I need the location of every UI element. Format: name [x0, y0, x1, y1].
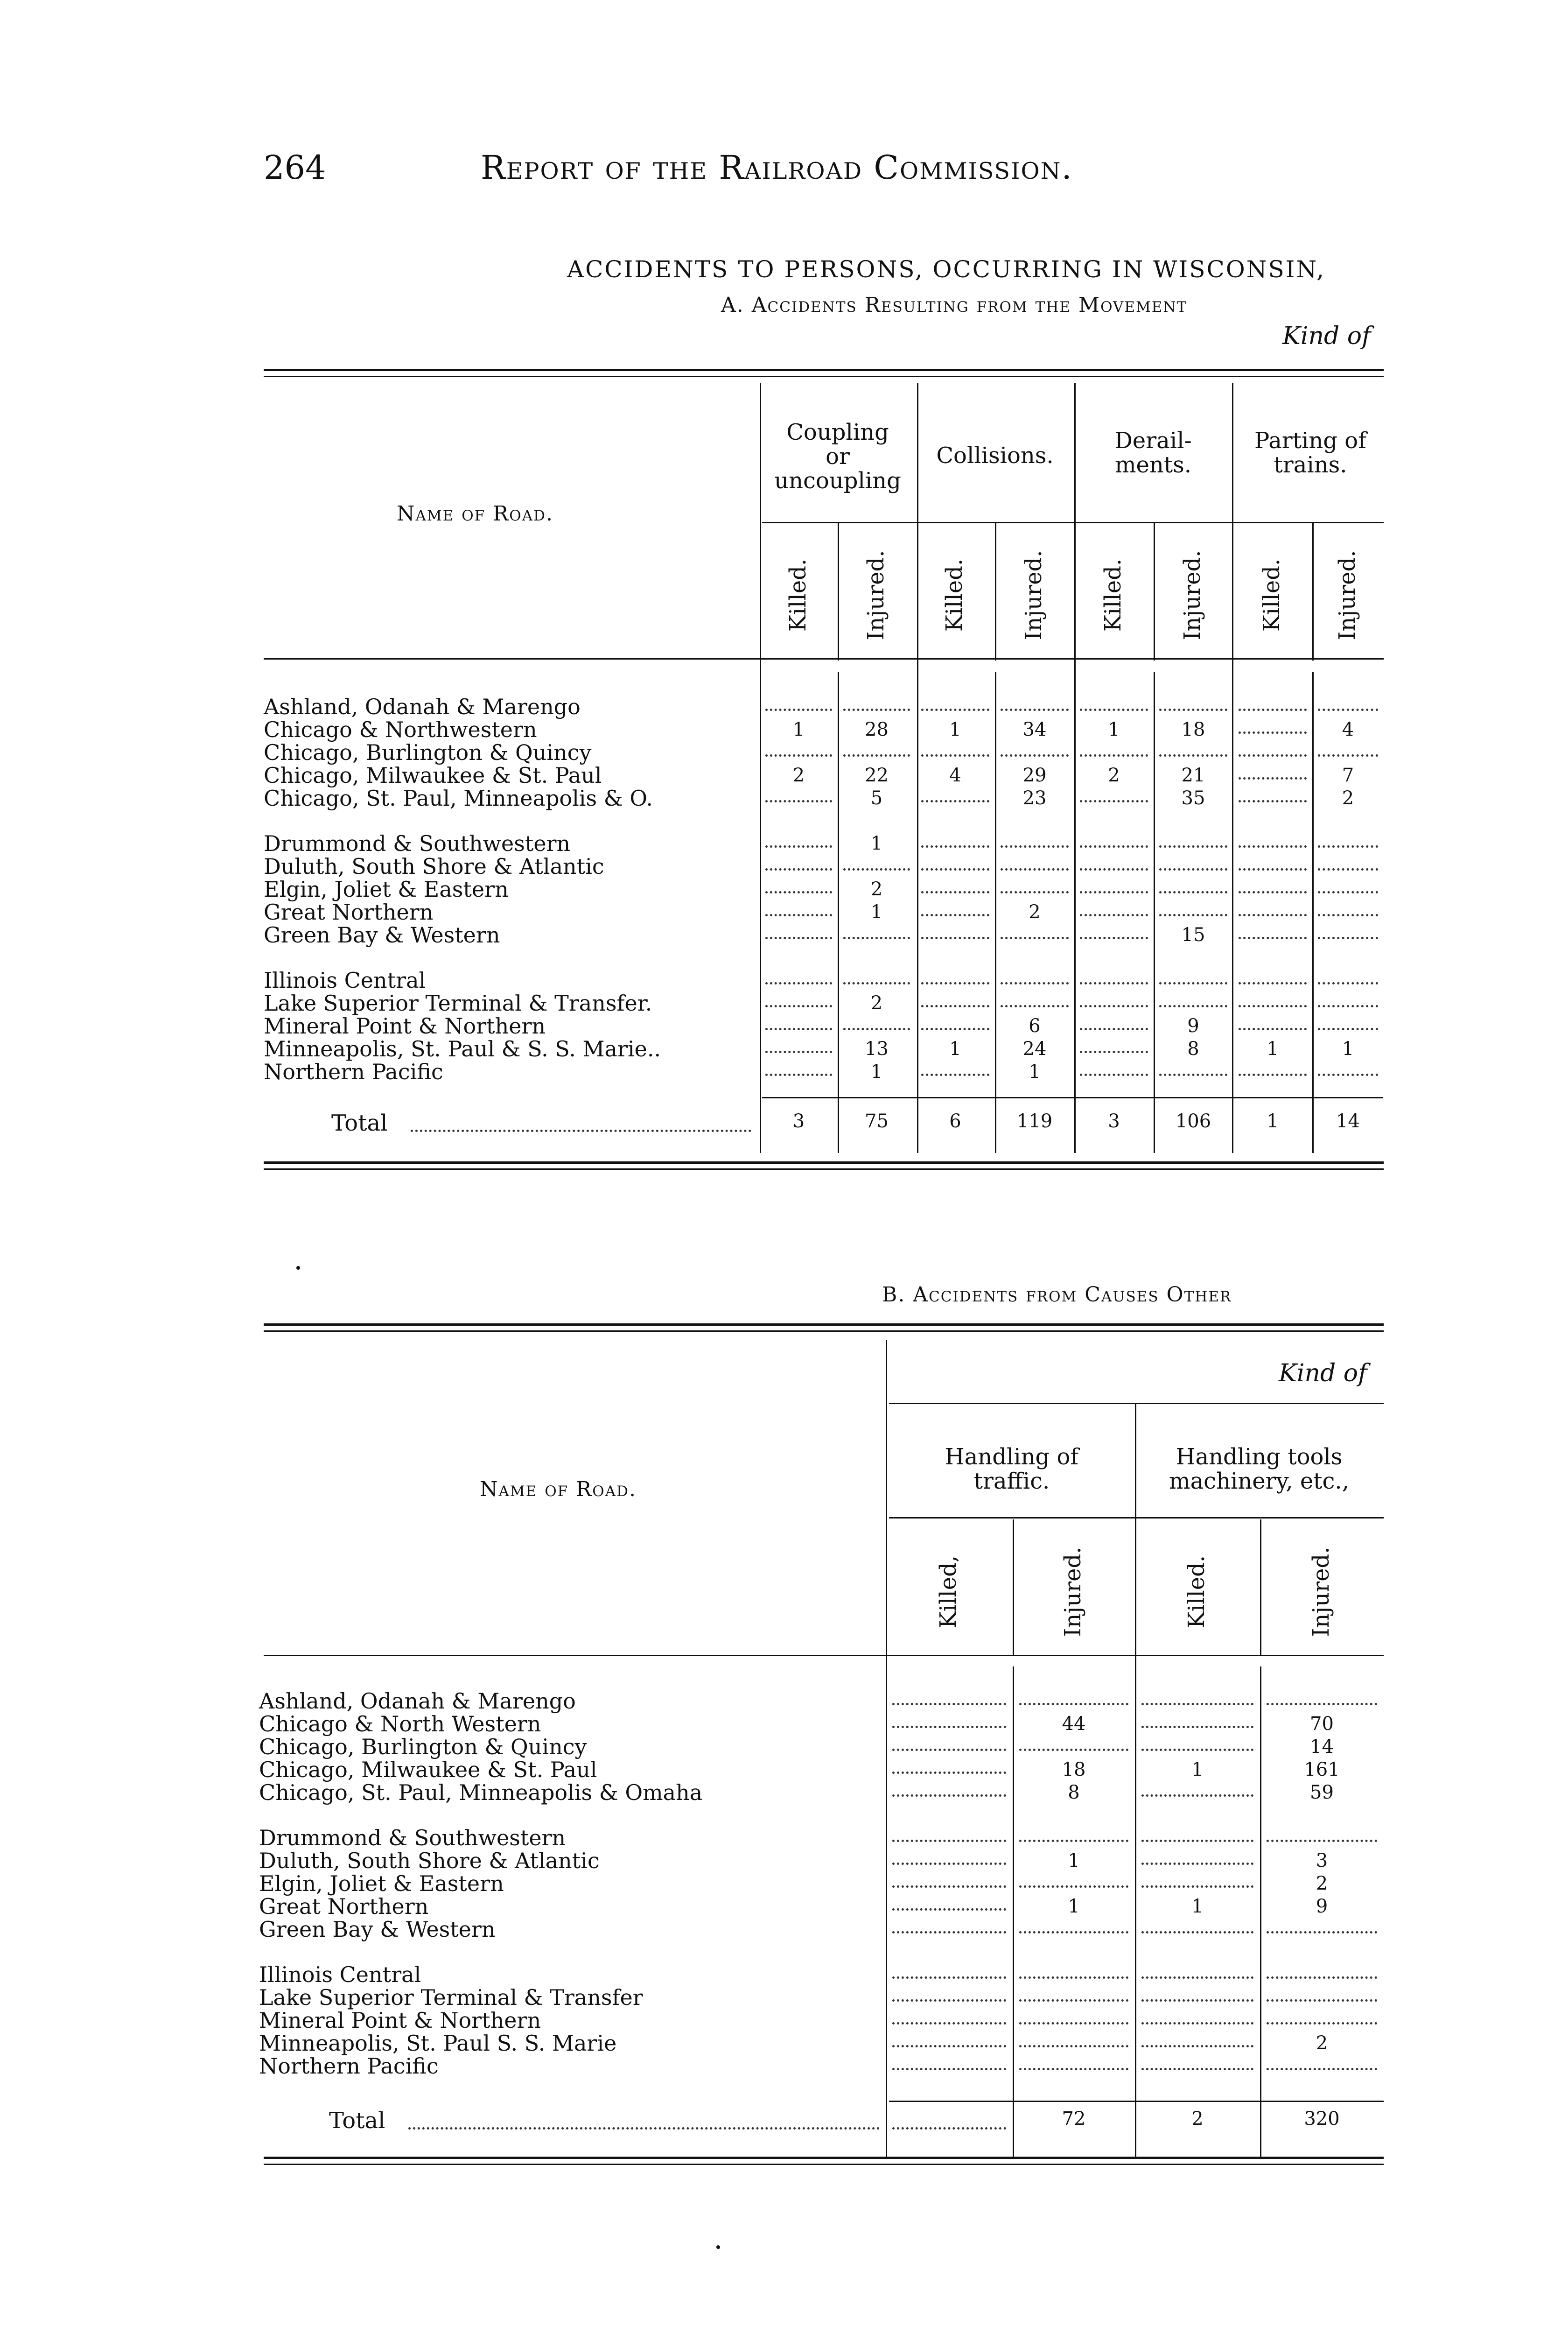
- empty-cell-leader: [1239, 709, 1307, 711]
- table-a-group-header: Coupling: [786, 419, 889, 445]
- empty-cell-leader: [921, 1028, 989, 1030]
- empty-cell-leader: [765, 868, 832, 871]
- table-cell-value: 2: [1108, 765, 1120, 786]
- empty-cell-leader: [1141, 1863, 1253, 1865]
- empty-cell-leader: [765, 1005, 832, 1007]
- table-row-name: Green Bay & Western: [264, 922, 500, 948]
- table-a-killed-header: Killed.: [941, 558, 967, 632]
- table-cell-value: 1: [1068, 1896, 1080, 1917]
- empty-cell-leader: [1141, 1726, 1253, 1728]
- empty-cell-leader: [1019, 1885, 1128, 1888]
- empty-cell-leader: [921, 914, 989, 916]
- table-b-total-label: Total: [329, 2108, 385, 2134]
- table-a-group-header: or: [826, 443, 850, 470]
- empty-cell-leader: [921, 982, 989, 984]
- empty-cell-leader: [1001, 937, 1069, 939]
- empty-cell-leader: [1159, 914, 1227, 916]
- table-a-top-rule-2: [264, 376, 1384, 377]
- empty-cell-leader: [1001, 891, 1069, 893]
- table-a-group-header: uncoupling: [774, 468, 901, 494]
- empty-cell-leader: [1080, 914, 1148, 916]
- empty-cell-leader: [892, 1749, 1006, 1751]
- table-cell-value: 1: [870, 833, 883, 854]
- empty-cell-leader: [1080, 937, 1148, 939]
- empty-cell-leader: [1080, 709, 1148, 711]
- empty-cell-leader: [921, 1074, 989, 1076]
- empty-cell-leader: [1239, 914, 1307, 916]
- empty-cell-leader: [921, 800, 989, 802]
- table-cell-value: 1: [870, 901, 883, 923]
- table-cell-value: 59: [1310, 1782, 1334, 1803]
- empty-cell-leader: [1019, 2068, 1128, 2070]
- empty-cell-leader: [843, 982, 910, 984]
- table-b-subcol-divider: [1260, 1519, 1261, 1655]
- table-cell-value: 14: [1310, 1736, 1334, 1758]
- page-title: ACCIDENTS TO PERSONS, OCCURRING IN WISCONSIN,: [567, 256, 1325, 283]
- empty-cell-leader: [1318, 914, 1378, 916]
- table-a-group-header: Derail-: [1114, 428, 1192, 454]
- table-cell-value: 1: [949, 1038, 961, 1060]
- table-cell-value: 4: [949, 765, 961, 786]
- table-a-subtitle: A. Accidents Resulting from the Movement: [721, 293, 1188, 317]
- table-cell-value: 1: [1191, 1759, 1204, 1780]
- empty-cell-leader: [1267, 1931, 1377, 1933]
- table-a-header-rule: [264, 658, 1384, 660]
- table-b-injured-header: Injured.: [1060, 1547, 1086, 1637]
- empty-cell-leader: [1239, 1074, 1307, 1076]
- empty-cell-leader: [1080, 1005, 1148, 1007]
- table-b-group-header: machinery, etc.,: [1169, 1468, 1349, 1494]
- table-b-total-value: 320: [1304, 2108, 1340, 2130]
- empty-cell-leader: [765, 754, 832, 757]
- empty-cell-leader: [1019, 1840, 1128, 1842]
- empty-cell-leader: [1159, 1074, 1227, 1076]
- table-cell-value: 1: [870, 1061, 883, 1083]
- empty-cell-leader: [1141, 1999, 1253, 2002]
- table-row-name: Chicago, St. Paul, Minneapolis & O.: [264, 786, 653, 811]
- table-row-name: Chicago & North Western: [259, 1711, 541, 1736]
- table-cell-value: 1: [1068, 1850, 1080, 1871]
- table-row-name: Mineral Point & Northern: [259, 2008, 541, 2033]
- empty-cell-leader: [843, 709, 910, 711]
- empty-cell-leader: [1318, 868, 1378, 871]
- empty-cell-leader: [1019, 2045, 1128, 2047]
- empty-cell-leader: [765, 891, 832, 893]
- empty-cell-leader: [921, 937, 989, 939]
- empty-cell-leader: [1141, 1885, 1253, 1888]
- table-row-name: Ashland, Odanah & Marengo: [259, 1688, 576, 1714]
- empty-cell-leader: [765, 914, 832, 916]
- table-row-name: Duluth, South Shore & Atlantic: [259, 1848, 600, 1873]
- table-a-name-header: Name of Road.: [397, 502, 553, 526]
- empty-cell-leader: [765, 845, 832, 848]
- table-a-total-value: 1: [1267, 1111, 1279, 1132]
- table-cell-value: 2: [1316, 1873, 1328, 1894]
- empty-cell-leader: [892, 1703, 1006, 1705]
- total-leader: [408, 2127, 880, 2130]
- empty-cell-leader: [921, 1005, 989, 1007]
- table-a-killed-header: Killed.: [1259, 558, 1285, 632]
- empty-cell-leader: [1080, 891, 1148, 893]
- empty-cell-leader: [843, 868, 910, 871]
- empty-cell-leader: [765, 1028, 832, 1030]
- empty-cell-leader: [1019, 1749, 1128, 1751]
- table-a-total-value: 106: [1175, 1111, 1211, 1132]
- table-cell-value: 18: [1062, 1759, 1086, 1780]
- empty-cell-leader: [1239, 982, 1307, 984]
- table-row-name: Lake Superior Terminal & Transfer.: [264, 991, 652, 1016]
- empty-cell-leader: [843, 1028, 910, 1030]
- empty-cell-leader: [1267, 2068, 1377, 2070]
- table-a-group-rule: [762, 522, 1384, 523]
- table-row-name: Duluth, South Shore & Atlantic: [264, 854, 604, 879]
- table-b-subtitle: B. Accidents from Causes Other: [882, 1283, 1232, 1307]
- empty-cell-leader: [1239, 754, 1307, 757]
- table-a-bottom-rule-2: [264, 1168, 1384, 1170]
- table-row-name: Mineral Point & Northern: [264, 1013, 546, 1039]
- table-cell-value: 8: [1187, 1038, 1199, 1060]
- table-row-name: Minneapolis, St. Paul & S. S. Marie..: [264, 1036, 661, 1062]
- table-a-injured-header: Injured.: [862, 550, 889, 640]
- empty-cell-leader: [892, 2127, 1006, 2130]
- table-cell-value: 2: [870, 992, 883, 1014]
- table-a-subcol-divider: [1154, 523, 1155, 661]
- table-row-name: Northern Pacific: [264, 1059, 443, 1084]
- table-b-total-rule: [889, 2101, 1384, 2102]
- empty-cell-leader: [765, 1074, 832, 1076]
- empty-cell-leader: [1159, 845, 1227, 848]
- empty-cell-leader: [892, 1794, 1006, 1797]
- table-cell-value: 44: [1062, 1713, 1086, 1735]
- table-cell-value: 24: [1022, 1038, 1047, 1060]
- table-a-kind-label: Kind of: [1282, 322, 1371, 350]
- table-row-name: Green Bay & Western: [259, 1917, 496, 1942]
- table-a-group-header: trains.: [1274, 452, 1347, 478]
- table-cell-value: 29: [1022, 765, 1047, 786]
- table-b-name-header: Name of Road.: [480, 1477, 637, 1501]
- table-a-group-header: ments.: [1114, 452, 1191, 478]
- table-row-name: Ashland, Odanah & Marengo: [264, 694, 581, 719]
- empty-cell-leader: [1318, 982, 1378, 984]
- empty-cell-leader: [843, 937, 910, 939]
- empty-cell-leader: [1267, 2022, 1377, 2025]
- empty-cell-leader: [1001, 982, 1069, 984]
- table-b-group-header: traffic.: [973, 1468, 1050, 1494]
- table-cell-value: 70: [1310, 1713, 1334, 1735]
- table-b-total-value: 72: [1062, 2108, 1086, 2130]
- empty-cell-leader: [892, 2045, 1006, 2047]
- table-cell-value: 6: [1029, 1015, 1041, 1037]
- empty-cell-leader: [1080, 1028, 1148, 1030]
- table-cell-value: 161: [1304, 1759, 1340, 1780]
- empty-cell-leader: [1019, 1931, 1128, 1933]
- table-b-kind-rule: [889, 1403, 1384, 1404]
- table-a-injured-header: Injured.: [1021, 550, 1047, 640]
- table-a-total-label: Total: [331, 1110, 388, 1136]
- table-row-name: Elgin, Joliet & Eastern: [264, 877, 509, 902]
- empty-cell-leader: [1001, 1005, 1069, 1007]
- empty-cell-leader: [1239, 868, 1307, 871]
- empty-cell-leader: [1141, 2022, 1253, 2025]
- empty-cell-leader: [1159, 982, 1227, 984]
- table-row-name: Lake Superior Terminal & Transfer: [259, 1985, 643, 2010]
- table-cell-value: 1: [1191, 1896, 1204, 1917]
- table-cell-value: 28: [865, 719, 889, 740]
- empty-cell-leader: [921, 868, 989, 871]
- empty-cell-leader: [1001, 754, 1069, 757]
- empty-cell-leader: [892, 1863, 1006, 1865]
- table-cell-value: 34: [1022, 719, 1047, 740]
- table-row-name: Drummond & Southwestern: [264, 831, 571, 856]
- empty-cell-leader: [892, 1999, 1006, 2002]
- table-cell-value: 9: [1316, 1896, 1328, 1917]
- table-a-subcol-divider: [838, 523, 839, 661]
- empty-cell-leader: [1318, 937, 1378, 939]
- empty-cell-leader: [1267, 1976, 1377, 1979]
- scan-speck: [716, 2245, 720, 2249]
- table-row-name: Chicago, Milwaukee & St. Paul: [264, 763, 602, 788]
- empty-cell-leader: [892, 1931, 1006, 1933]
- empty-cell-leader: [1080, 982, 1148, 984]
- empty-cell-leader: [1267, 1703, 1377, 1705]
- empty-cell-leader: [765, 1051, 832, 1053]
- table-cell-value: 13: [865, 1038, 889, 1060]
- empty-cell-leader: [765, 937, 832, 939]
- empty-cell-leader: [1318, 1028, 1378, 1030]
- table-b-killed-header: Killed,: [935, 1555, 961, 1629]
- table-cell-value: 21: [1181, 765, 1205, 786]
- empty-cell-leader: [892, 1840, 1006, 1842]
- table-a-total-value: 119: [1016, 1111, 1053, 1132]
- table-b-killed-header: Killed.: [1183, 1555, 1210, 1629]
- table-row-name: Minneapolis, St. Paul S. S. Marie: [259, 2031, 617, 2056]
- table-cell-value: 3: [1316, 1850, 1328, 1871]
- empty-cell-leader: [1080, 754, 1148, 757]
- table-b-bottom-rule-2: [264, 2164, 1384, 2165]
- empty-cell-leader: [765, 709, 832, 711]
- empty-cell-leader: [1080, 1051, 1148, 1053]
- table-b-subcol-divider: [1013, 1519, 1014, 1655]
- table-cell-value: 22: [865, 765, 889, 786]
- table-row-name: Chicago, Burlington & Quincy: [259, 1734, 587, 1759]
- empty-cell-leader: [1141, 1840, 1253, 1842]
- empty-cell-leader: [1239, 1028, 1307, 1030]
- table-a-group-header: Collisions.: [936, 443, 1054, 469]
- table-cell-value: 2: [1316, 2032, 1328, 2054]
- empty-cell-leader: [892, 1976, 1006, 1979]
- empty-cell-leader: [765, 982, 832, 984]
- table-a-total-value: 3: [792, 1111, 805, 1132]
- table-a-injured-header: Injured.: [1179, 550, 1205, 640]
- table-b-bottom-rule: [264, 2157, 1384, 2159]
- empty-cell-leader: [892, 2022, 1006, 2025]
- empty-cell-leader: [1080, 800, 1148, 802]
- table-b-group-header: Handling of: [945, 1444, 1079, 1470]
- table-cell-value: 1: [1342, 1038, 1354, 1060]
- empty-cell-leader: [1080, 1074, 1148, 1076]
- table-row-name: Great Northern: [264, 900, 434, 925]
- table-row-name: Chicago, Milwaukee & St. Paul: [259, 1757, 597, 1782]
- table-a-total-rule: [762, 1097, 1383, 1098]
- empty-cell-leader: [1141, 1749, 1253, 1751]
- table-b-group-header: Handling tools: [1176, 1444, 1343, 1470]
- table-cell-value: 2: [792, 765, 805, 786]
- empty-cell-leader: [921, 709, 989, 711]
- table-cell-value: 2: [870, 879, 883, 900]
- empty-cell-leader: [1318, 1005, 1378, 1007]
- empty-cell-leader: [1239, 891, 1307, 893]
- empty-cell-leader: [1019, 1976, 1128, 1979]
- table-row-name: Illinois Central: [264, 968, 426, 993]
- table-cell-value: 1: [1029, 1061, 1041, 1083]
- table-a-bottom-rule: [264, 1161, 1384, 1164]
- empty-cell-leader: [1159, 709, 1227, 711]
- scan-speck: [296, 1266, 300, 1270]
- table-cell-value: 23: [1022, 787, 1047, 809]
- table-cell-value: 1: [792, 719, 805, 740]
- empty-cell-leader: [1159, 891, 1227, 893]
- table-a-total-value: 14: [1336, 1111, 1360, 1132]
- table-a-total-value: 75: [865, 1111, 889, 1132]
- empty-cell-leader: [892, 1908, 1006, 1911]
- table-cell-value: 8: [1068, 1782, 1080, 1803]
- empty-cell-leader: [1239, 845, 1307, 848]
- empty-cell-leader: [1141, 2068, 1253, 2070]
- table-cell-value: 35: [1181, 787, 1205, 809]
- table-row-name: Northern Pacific: [259, 2053, 439, 2079]
- table-row-name: Illinois Central: [259, 1962, 421, 1987]
- running-head: Report of the Railroad Commission.: [481, 148, 1073, 187]
- table-b-header-rule: [264, 1655, 1384, 1656]
- empty-cell-leader: [1239, 800, 1307, 802]
- table-row-name: Drummond & Southwestern: [259, 1825, 566, 1850]
- empty-cell-leader: [1267, 1840, 1377, 1842]
- empty-cell-leader: [1318, 845, 1378, 848]
- empty-cell-leader: [1080, 868, 1148, 871]
- table-row-name: Great Northern: [259, 1894, 429, 1919]
- empty-cell-leader: [1159, 1005, 1227, 1007]
- empty-cell-leader: [1267, 1999, 1377, 2002]
- table-row-name: Chicago, St. Paul, Minneapolis & Omaha: [259, 1780, 703, 1805]
- table-a-total-value: 3: [1108, 1111, 1120, 1132]
- table-cell-value: 1: [949, 719, 961, 740]
- empty-cell-leader: [1001, 868, 1069, 871]
- empty-cell-leader: [1239, 731, 1307, 734]
- table-a-injured-header: Injured.: [1334, 550, 1360, 640]
- empty-cell-leader: [1141, 1794, 1253, 1797]
- table-row-name: Elgin, Joliet & Eastern: [259, 1871, 504, 1896]
- table-b-kind-label: Kind of: [1279, 1359, 1367, 1387]
- table-b-top-rule-2: [264, 1330, 1384, 1332]
- table-a-subcol-divider: [995, 523, 996, 661]
- empty-cell-leader: [921, 891, 989, 893]
- empty-cell-leader: [1141, 2045, 1253, 2047]
- table-a-subcol-divider: [1154, 672, 1155, 1153]
- empty-cell-leader: [1318, 754, 1378, 757]
- table-cell-value: 1: [1267, 1038, 1279, 1060]
- empty-cell-leader: [1141, 1703, 1253, 1705]
- empty-cell-leader: [921, 845, 989, 848]
- empty-cell-leader: [1019, 1999, 1128, 2002]
- table-cell-value: 4: [1342, 719, 1354, 740]
- empty-cell-leader: [892, 2068, 1006, 2070]
- table-a-subcol-divider: [1312, 523, 1314, 661]
- table-cell-value: 15: [1181, 924, 1205, 946]
- total-leader: [411, 1130, 751, 1132]
- table-b-injured-header: Injured.: [1308, 1547, 1334, 1637]
- page-number: 264: [264, 148, 326, 187]
- empty-cell-leader: [1001, 709, 1069, 711]
- empty-cell-leader: [1318, 891, 1378, 893]
- table-b-col-divider: [886, 1340, 887, 2157]
- table-cell-value: 1: [1108, 719, 1120, 740]
- table-b-group-rule: [889, 1517, 1384, 1519]
- table-a-subcol-divider: [1312, 672, 1314, 1153]
- empty-cell-leader: [892, 1726, 1006, 1728]
- empty-cell-leader: [1159, 754, 1227, 757]
- table-a-killed-header: Killed.: [784, 558, 811, 632]
- empty-cell-leader: [1318, 709, 1378, 711]
- empty-cell-leader: [1001, 845, 1069, 848]
- empty-cell-leader: [1141, 1976, 1253, 1979]
- table-b-top-rule: [264, 1323, 1384, 1326]
- empty-cell-leader: [1159, 868, 1227, 871]
- empty-cell-leader: [1019, 1703, 1128, 1705]
- empty-cell-leader: [1141, 1931, 1253, 1933]
- table-a-total-value: 6: [949, 1111, 961, 1132]
- empty-cell-leader: [921, 754, 989, 757]
- empty-cell-leader: [1239, 777, 1307, 780]
- empty-cell-leader: [1239, 1005, 1307, 1007]
- table-cell-value: 7: [1342, 765, 1354, 786]
- empty-cell-leader: [1080, 845, 1148, 848]
- table-row-name: Chicago, Burlington & Quincy: [264, 740, 592, 765]
- table-a-killed-header: Killed.: [1100, 558, 1126, 632]
- table-b-total-value: 2: [1191, 2108, 1204, 2130]
- table-cell-value: 9: [1187, 1015, 1199, 1037]
- table-a-group-header: Parting of: [1254, 428, 1366, 454]
- empty-cell-leader: [1019, 2022, 1128, 2025]
- empty-cell-leader: [892, 1885, 1006, 1888]
- table-cell-value: 2: [1029, 901, 1041, 923]
- table-cell-value: 5: [870, 787, 883, 809]
- empty-cell-leader: [843, 754, 910, 757]
- empty-cell-leader: [892, 1772, 1006, 1774]
- empty-cell-leader: [1239, 937, 1307, 939]
- empty-cell-leader: [765, 800, 832, 802]
- table-cell-value: 2: [1342, 787, 1354, 809]
- table-a-top-rule: [264, 369, 1384, 371]
- table-cell-value: 18: [1181, 719, 1205, 740]
- empty-cell-leader: [1318, 1074, 1378, 1076]
- table-row-name: Chicago & Northwestern: [264, 717, 537, 742]
